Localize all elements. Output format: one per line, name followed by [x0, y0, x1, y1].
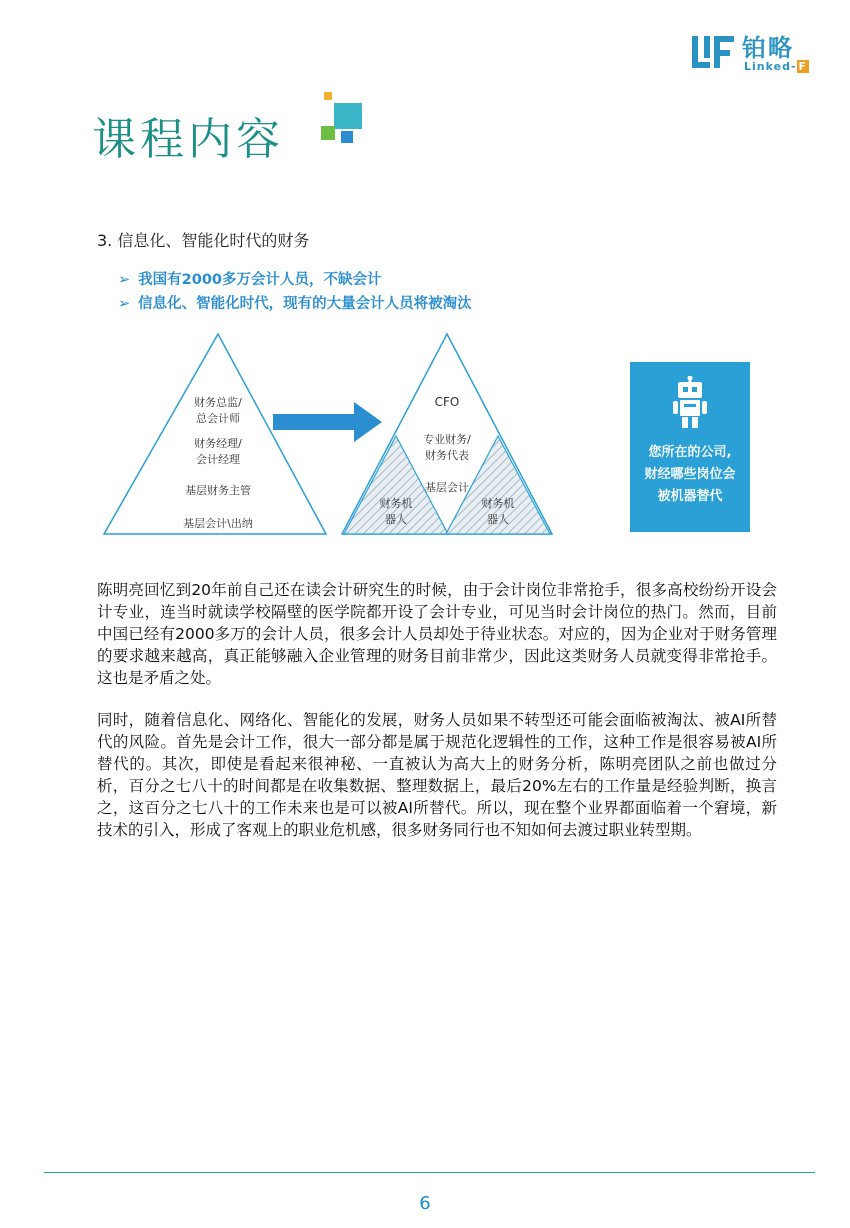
- robot-callout-box: [630, 362, 750, 532]
- left-level2-line1: 财务经理/: [194, 437, 242, 450]
- arrow-bullet-icon: ➢: [118, 272, 131, 288]
- logo-text-en: Linked- F: [744, 60, 808, 73]
- right-bottom-label: 基层会计: [425, 481, 469, 494]
- left-level1-line1: 财务总监/: [194, 396, 242, 409]
- left-level3: 基层财务主管: [185, 484, 251, 497]
- left-level1-line2: 总会计师: [196, 412, 240, 425]
- right-middle-line1: 专业财务/: [423, 433, 471, 446]
- left-pyramid-shape: [104, 334, 326, 534]
- logo-text-cn: 铂略: [742, 34, 794, 62]
- bullet-item: ➢ 信息化、智能化时代，现有的大量会计人员将被淘汰: [118, 296, 472, 312]
- left-level4: 基层会计\出纳: [183, 517, 253, 530]
- section-heading: 3. 信息化、智能化时代的财务: [97, 231, 310, 250]
- footer-divider: [44, 1172, 815, 1173]
- robot-icon: [670, 376, 710, 428]
- bullet-list: [118, 268, 472, 316]
- robot-left-line1: 财务机: [379, 497, 413, 510]
- callout-text: 您所在的公司, 财经哪些岗位会 被机器替代: [644, 445, 736, 504]
- brand-logo: [692, 30, 812, 74]
- robot-right-line2: 器人: [487, 513, 509, 526]
- page-number: 6: [419, 1193, 431, 1214]
- robot-left-line2: 器人: [385, 513, 407, 526]
- robot-right-line1: 财务机: [481, 497, 515, 510]
- page-title: 课程内容: [92, 114, 284, 165]
- body-paragraph-2: 同时，随着信息化、网络化、智能化的发展，财务人员如果不转型还可能会面临被淘汰、被AI所替代的风险。首先是会计工作，很大一部分都是属于规范化逻辑性的工作，这种工作是很容易被AI所替代的。其次，即使是看起来很神秘、一直被认为高大上的财务分析，陈明亮团队之前也做过分析，百分之七八十的时间都是在收集数据、整理数据上，最后20%左右的工作量是经验判断，换言之，这百分之七八十的工作未来也是可以被AI所替代。所以，现在整个业界都面临着一个窘境，新技术的引入，形成了客观上的职业危机感，很多财务同行也不知如何去渡过职业转型期。: [97, 711, 777, 839]
- body-paragraph-1: 陈明亮回忆到20年前自己还在读会计研究生的时候，由于会计岗位非常抢手，很多高校纷纷开设会计专业，连当时就读学校隔壁的医学院都开设了会计专业，可见当时会计岗位的热门。然而，目前中国已经有2000多万的会计人员，很多会计人员却处于待业状态。对应的，因为企业对于财务管理的要求越来越高，真正能够融入企业管理的财务目前非常少，因此这类财务人员就变得非常抢手。这也是矛盾之处。: [97, 581, 777, 687]
- logo-mark-icon: [692, 32, 736, 72]
- right-top-cfo: CFO: [434, 395, 460, 409]
- bullet-item: ➢ 我国有2000多万会计人员，不缺会计: [118, 272, 382, 288]
- arrow-bullet-icon: ➢: [118, 296, 131, 312]
- transition-arrow-icon: [273, 402, 382, 442]
- left-level2-line2: 会计经理: [196, 453, 240, 466]
- right-middle-line2: 财务代表: [425, 449, 469, 462]
